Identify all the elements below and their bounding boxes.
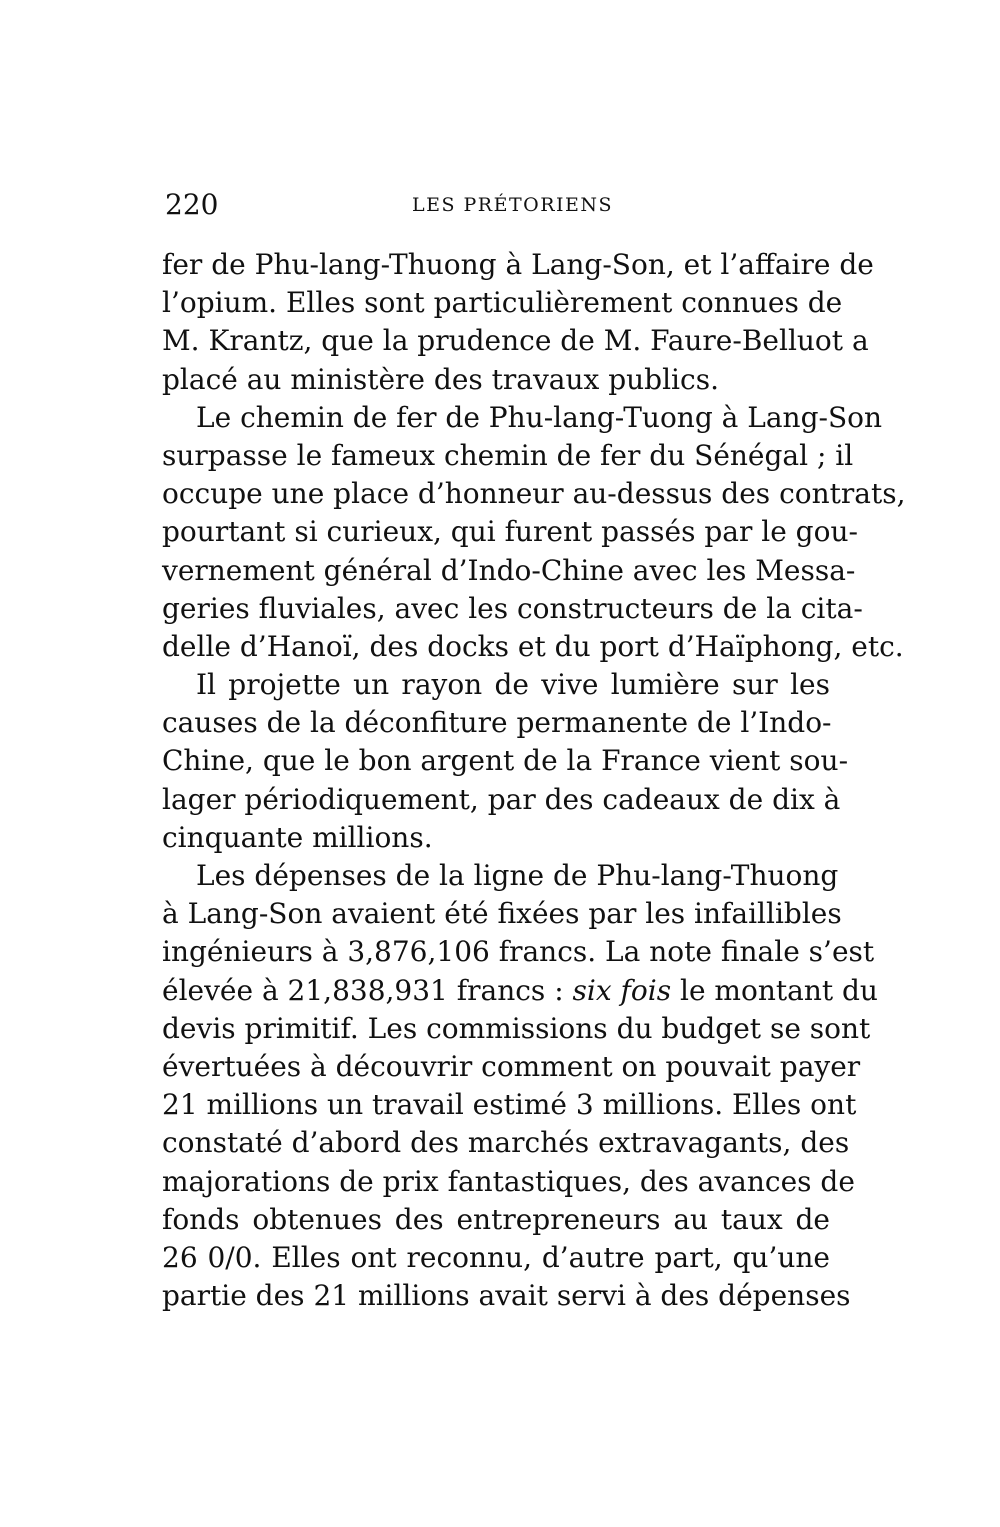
text-line: Le chemin de fer de Phu-lang-Tuong à Lang-Son [196,400,883,434]
text-line: ingénieurs à 3,876,106 francs. La note finale s’est [162,935,875,969]
text-line: partie des 21 millions avait servi à des dépenses [162,1279,851,1313]
text-line: l’opium. Elles sont particulièrement connues de [162,286,843,320]
text-line: constaté d’abord des marchés extravagants, des [162,1126,850,1160]
text-line: fonds obtenues des entrepreneurs au taux de [162,1202,830,1236]
text-line: Les dépenses de la ligne de Phu-lang-Thuong [196,859,839,892]
text-segment: le montant du [680,973,878,1007]
page-number: 220 [165,188,219,221]
text-line: cinquante millions. [162,820,433,854]
running-head [165,188,830,224]
text-line: lager périodiquement, par des cadeaux de dix à [162,782,841,816]
text-line: Il projette un rayon de vive lumière sur les [196,668,830,702]
text-line: 21 millions un travail estimé 3 millions. Elles ont [162,1088,857,1122]
text-line: delle d’Hanoï, des docks et du port d’Haïphong, etc. [162,629,904,663]
text-line: placé au ministère des travaux publics. [162,362,719,396]
text-line: évertuées à découvrir comment on pouvait payer [162,1049,861,1083]
italic-phrase: six fois [572,973,672,1007]
text-line: M. Krantz, que la prudence de M. Faure-Belluot a [162,324,869,358]
text-line: vernement général d’Indo-Chine avec les Messa- [162,553,856,587]
text-line: 26 0/0. Elles ont reconnu, d’autre part, qu’une [162,1240,830,1274]
text-line: pourtant si curieux, qui furent passés par le gou- [162,515,858,549]
text-segment: élevée à 21,838,931 francs : [162,973,564,1007]
text-line: geries fluviales, avec les constructeurs de la cita- [162,591,863,625]
text-line: à Lang-Son avaient été fixées par les infaillibles [162,897,842,931]
body-text [162,246,906,1315]
text-line [162,972,878,1010]
text-line: fer de Phu-lang-Thuong à Lang-Son, et l’affaire de [162,248,874,281]
text-line: Chine, que le bon argent de la France vient sou- [162,744,849,778]
running-title: LES PRÉTORIENS [411,194,614,216]
text-line: devis primitif. Les commissions du budget se sont [162,1011,871,1045]
text-line: occupe une place d’honneur au-dessus des contrats, [162,477,906,511]
text-line: majorations de prix fantastiques, des avances de [162,1164,855,1198]
text-line: surpasse le fameux chemin de fer du Sénégal ; il [162,438,854,472]
text-line: causes de la déconfiture permanente de l’Indo- [162,706,832,740]
